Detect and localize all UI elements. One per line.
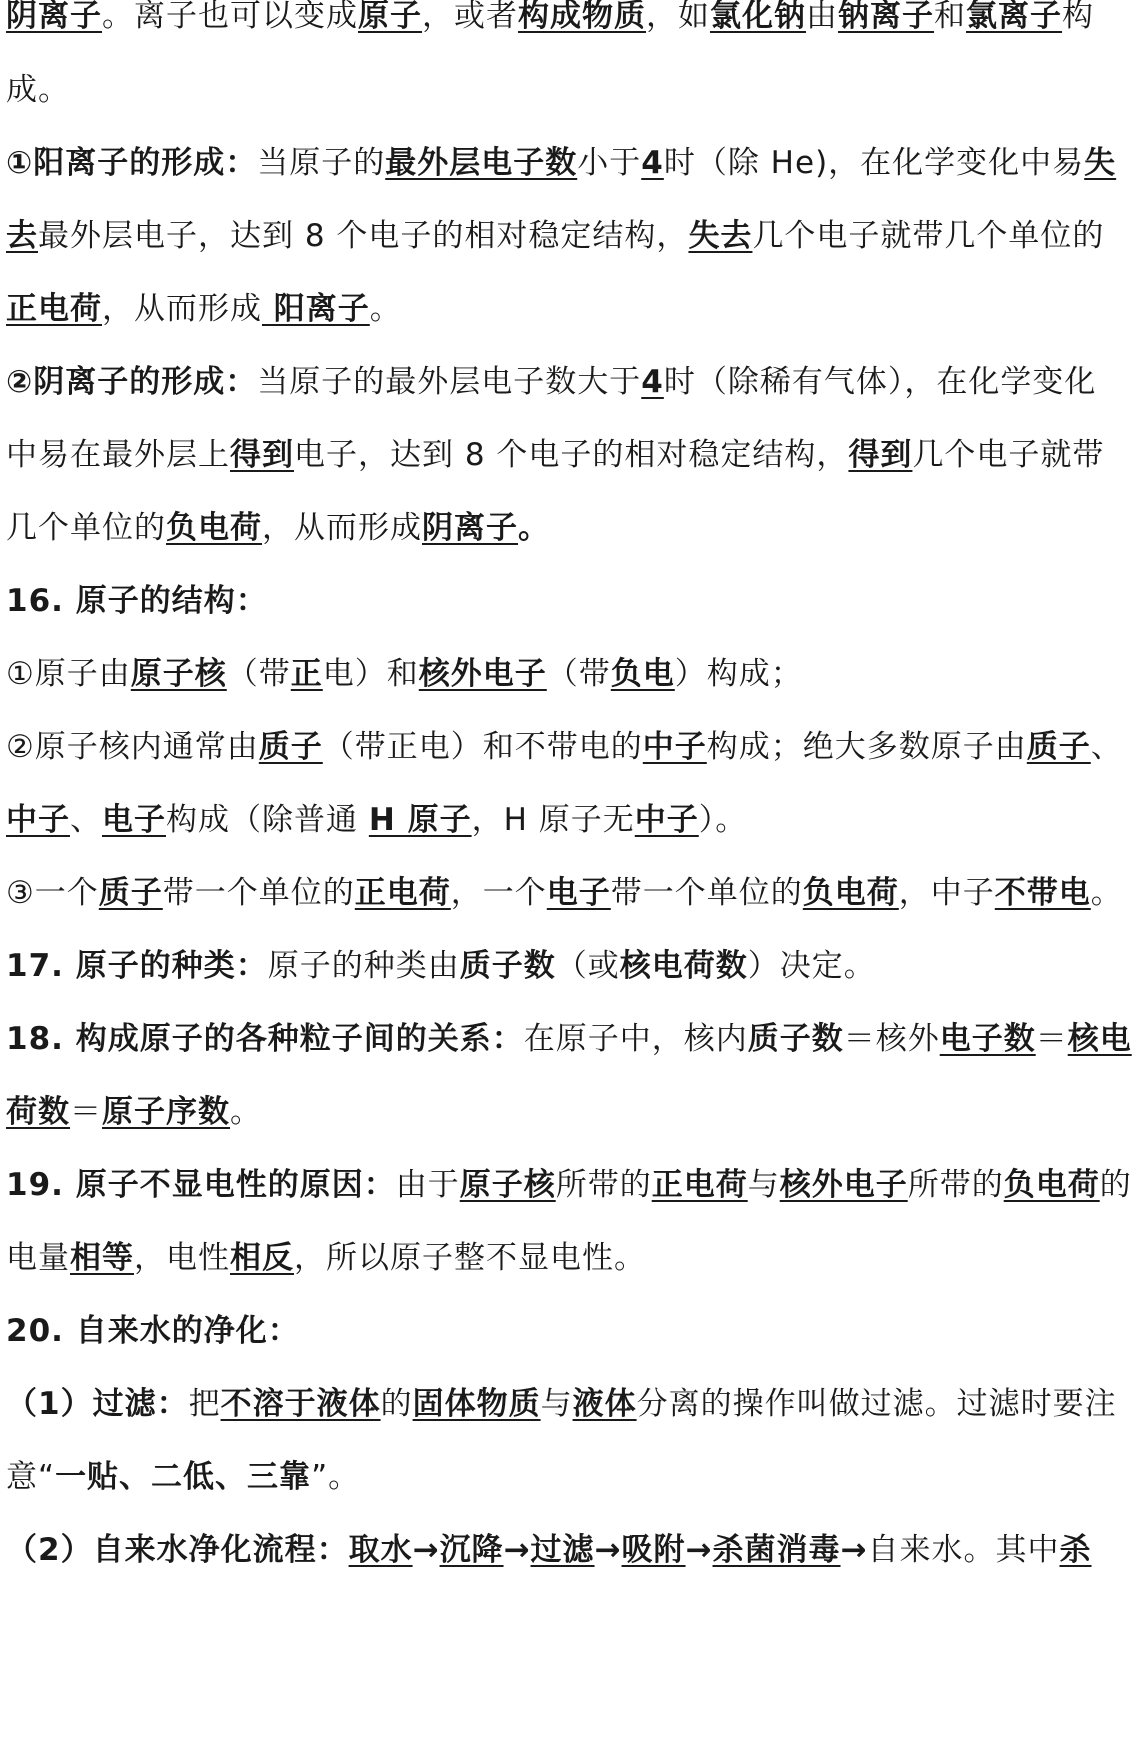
text-line-5 xyxy=(6,279,1074,339)
text-segment: 时（除稀有气体），在化学变化 xyxy=(663,364,1097,400)
text-segment: 、 xyxy=(70,802,102,838)
underlined-term: 负电荷 xyxy=(166,510,262,546)
text-segment: 电子，达到 8 个电子的相对稳定结构， xyxy=(294,437,849,473)
text-line-6 xyxy=(6,352,1097,412)
underlined-term: 电子 xyxy=(102,802,166,838)
underlined-term: 4 xyxy=(641,145,664,181)
text-segment: ，一个 xyxy=(450,875,547,911)
underlined-term: 核外电子 xyxy=(418,656,547,692)
text-segment: 与 xyxy=(747,1167,780,1203)
text-segment: 中易在最外层上 xyxy=(6,437,230,473)
text-segment: 时（除 He)，在化学变化中易 xyxy=(663,145,1085,181)
underlined-term: 不溶于液体 xyxy=(220,1386,381,1422)
underlined-term: 氯化钠 xyxy=(710,0,806,34)
underlined-term: H 原子 xyxy=(368,802,472,838)
underlined-term: 阴离子 xyxy=(6,0,102,34)
text-segment: 带一个单位的 xyxy=(162,875,355,911)
underlined-term: 杀菌消毒 xyxy=(712,1532,841,1568)
text-line-11 xyxy=(6,717,1123,777)
underlined-term: 原子 xyxy=(358,0,422,34)
text-line-9 xyxy=(6,571,1074,631)
underlined-term: 相等 xyxy=(70,1240,134,1276)
text-segment: 。 xyxy=(1090,875,1123,911)
underlined-term: 最外层电子数 xyxy=(385,145,578,181)
bold-heading: → xyxy=(594,1532,622,1568)
text-segment: 最外层电子，达到 8 个电子的相对稳定结构， xyxy=(38,218,689,254)
underlined-term: 原子序数 xyxy=(102,1094,230,1130)
text-segment: 构成；绝大多数原子由 xyxy=(706,729,1027,765)
text-segment: 所带的 xyxy=(555,1167,652,1203)
bold-heading: 一贴、二低、三靠 xyxy=(55,1459,312,1495)
text-line-7 xyxy=(6,425,1105,485)
text-segment: 由于 xyxy=(395,1167,460,1203)
bold-heading: （1）过滤： xyxy=(6,1386,189,1422)
bold-heading: → xyxy=(685,1532,713,1568)
underlined-term: 失 xyxy=(1084,145,1117,181)
underlined-term: 中子 xyxy=(642,729,707,765)
text-segment: 电）和 xyxy=(322,656,419,692)
underlined-term: 中子 xyxy=(6,802,70,838)
text-segment: 所带的 xyxy=(907,1167,1004,1203)
text-segment: 的 xyxy=(1099,1167,1132,1203)
underlined-term: 正电荷 xyxy=(6,291,102,327)
bold-heading: （2）自来水净化流程： xyxy=(6,1532,349,1568)
text-segment: 、 xyxy=(1090,729,1123,765)
bold-heading: 核电荷数 xyxy=(619,948,748,984)
text-line-17 xyxy=(6,1155,1132,1215)
underlined-term: 正电荷 xyxy=(651,1167,748,1203)
text-segment: 电量 xyxy=(6,1240,70,1276)
text-segment: 原子的种类由 xyxy=(267,948,460,984)
text-segment: 成。 xyxy=(6,72,70,108)
underlined-term: 原子核 xyxy=(130,656,227,692)
underlined-term: 去 xyxy=(6,218,38,254)
text-segment: ，从而形成 xyxy=(262,510,422,546)
underlined-term: 核外电子 xyxy=(779,1167,908,1203)
text-segment: 构 xyxy=(1062,0,1094,34)
text-segment: 把 xyxy=(188,1386,221,1422)
underlined-term: 负电荷 xyxy=(802,875,899,911)
text-segment: （或 xyxy=(555,948,620,984)
text-segment: （带正电）和不带电的 xyxy=(322,729,643,765)
text-line-1 xyxy=(6,0,1094,46)
bold-heading: ①阳离子的形成： xyxy=(6,145,258,181)
underlined-term: 构成物质 xyxy=(518,0,646,34)
bold-heading: → xyxy=(840,1532,868,1568)
text-segment: ）构成； xyxy=(674,656,803,692)
text-segment: 。 xyxy=(230,1094,262,1130)
text-segment: 的 xyxy=(380,1386,413,1422)
underlined-term: 杀 xyxy=(1059,1532,1092,1568)
text-segment: ，电性 xyxy=(134,1240,230,1276)
underlined-term: 4 xyxy=(641,364,664,400)
text-line-18 xyxy=(6,1228,1074,1288)
text-line-19 xyxy=(6,1301,1074,1361)
text-segment: ＝核外 xyxy=(843,1021,940,1057)
text-segment: ＝ xyxy=(1035,1021,1068,1057)
underlined-term: 取水 xyxy=(348,1532,413,1568)
text-segment: 当原子的 xyxy=(257,145,386,181)
text-segment: ②原子核内通常由 xyxy=(6,729,259,765)
text-segment: ①原子由 xyxy=(6,656,131,692)
underlined-term: 电子 xyxy=(546,875,611,911)
text-segment: 分离的操作叫做过滤。过滤时要注 xyxy=(636,1386,1117,1422)
text-line-13 xyxy=(6,863,1123,923)
text-segment: 在原子中，核内 xyxy=(523,1021,748,1057)
text-line-2 xyxy=(6,60,1074,120)
bold-heading: 20. 自来水的净化： xyxy=(6,1313,300,1349)
text-line-16 xyxy=(6,1082,1074,1142)
text-line-14 xyxy=(6,936,1074,996)
underlined-term: 不带电 xyxy=(994,875,1091,911)
underlined-term: 沉降 xyxy=(439,1532,504,1568)
text-segment: ，或者 xyxy=(422,0,518,34)
text-line-20 xyxy=(6,1374,1117,1434)
bold-heading: → xyxy=(412,1532,440,1568)
text-line-8 xyxy=(6,498,1074,558)
underlined-term: 固体物质 xyxy=(412,1386,541,1422)
text-line-15 xyxy=(6,1009,1132,1069)
underlined-term: 中子 xyxy=(634,802,699,838)
bold-heading: 16. 原子的结构： xyxy=(6,583,268,619)
text-segment: （带 xyxy=(546,656,611,692)
underlined-term: 负电荷 xyxy=(1003,1167,1100,1203)
text-segment: 构成（除普通 xyxy=(166,802,369,838)
text-segment: 带一个单位的 xyxy=(610,875,803,911)
underlined-term: 核电 xyxy=(1067,1021,1132,1057)
bold-heading: ②阴离子的形成： xyxy=(6,364,258,400)
text-segment: （带 xyxy=(226,656,291,692)
underlined-term: 正电荷 xyxy=(354,875,451,911)
text-line-22 xyxy=(6,1520,1092,1580)
text-segment: 几个单位的 xyxy=(6,510,166,546)
bold-heading: 18. 构成原子的各种粒子间的关系： xyxy=(6,1021,524,1057)
underlined-term: 质子 xyxy=(258,729,323,765)
underlined-term: 阴离子 xyxy=(422,510,518,546)
text-segment: 由 xyxy=(806,0,838,34)
text-segment: ，从而形成 xyxy=(102,291,262,327)
text-line-21 xyxy=(6,1447,1074,1507)
text-segment: 和 xyxy=(934,0,966,34)
underlined-term: 失去 xyxy=(688,218,753,254)
bold-heading: 质子数 xyxy=(459,948,556,984)
text-segment: 意“ xyxy=(6,1459,56,1495)
text-segment: 几个电子就带 xyxy=(912,437,1105,473)
underlined-term: 得到 xyxy=(848,437,913,473)
text-segment: 自来水。其中 xyxy=(867,1532,1060,1568)
text-segment: ＝ xyxy=(70,1094,102,1130)
underlined-term: 阳离子 xyxy=(262,291,370,327)
text-segment: 几个电子就带几个单位的 xyxy=(752,218,1105,254)
underlined-term: 相反 xyxy=(230,1240,294,1276)
text-segment: ，所以原子整不显电性。 xyxy=(294,1240,646,1276)
underlined-term: 过滤 xyxy=(530,1532,595,1568)
text-segment: ，中子 xyxy=(898,875,995,911)
underlined-term: 氯离子 xyxy=(966,0,1062,34)
text-segment: 。离子也可以变成 xyxy=(102,0,358,34)
underlined-term: 电子数 xyxy=(939,1021,1036,1057)
bold-heading: 质子数 xyxy=(747,1021,844,1057)
underlined-term: 原子核 xyxy=(459,1167,556,1203)
text-segment: ）。 xyxy=(698,802,748,838)
text-line-3 xyxy=(6,133,1117,193)
text-segment: ”。 xyxy=(311,1459,361,1495)
underlined-term: 负电 xyxy=(610,656,675,692)
text-line-10 xyxy=(6,644,1074,704)
text-segment: ，H 原子无 xyxy=(471,802,635,838)
bold-heading: 17. 原子的种类： xyxy=(6,948,268,984)
underlined-term: 得到 xyxy=(230,437,294,473)
text-segment: ③一个 xyxy=(6,875,99,911)
underlined-term: 钠离子 xyxy=(838,0,934,34)
bold-heading: 19. 原子不显电性的原因： xyxy=(6,1167,396,1203)
text-line-4 xyxy=(6,206,1105,266)
text-segment: ，如 xyxy=(646,0,710,34)
bold-heading: 。 xyxy=(518,510,550,546)
underlined-term: 正 xyxy=(290,656,323,692)
underlined-term: 荷数 xyxy=(6,1094,70,1130)
text-segment: 小于 xyxy=(577,145,642,181)
text-segment: 当原子的最外层电子数大于 xyxy=(257,364,642,400)
text-segment: 与 xyxy=(540,1386,573,1422)
bold-heading: → xyxy=(503,1532,531,1568)
underlined-term: 液体 xyxy=(572,1386,637,1422)
text-segment: ）决定。 xyxy=(747,948,876,984)
underlined-term: 质子 xyxy=(98,875,163,911)
text-segment: 。 xyxy=(369,291,402,327)
underlined-term: 质子 xyxy=(1026,729,1091,765)
underlined-term: 吸附 xyxy=(621,1532,686,1568)
text-line-12 xyxy=(6,790,1074,850)
